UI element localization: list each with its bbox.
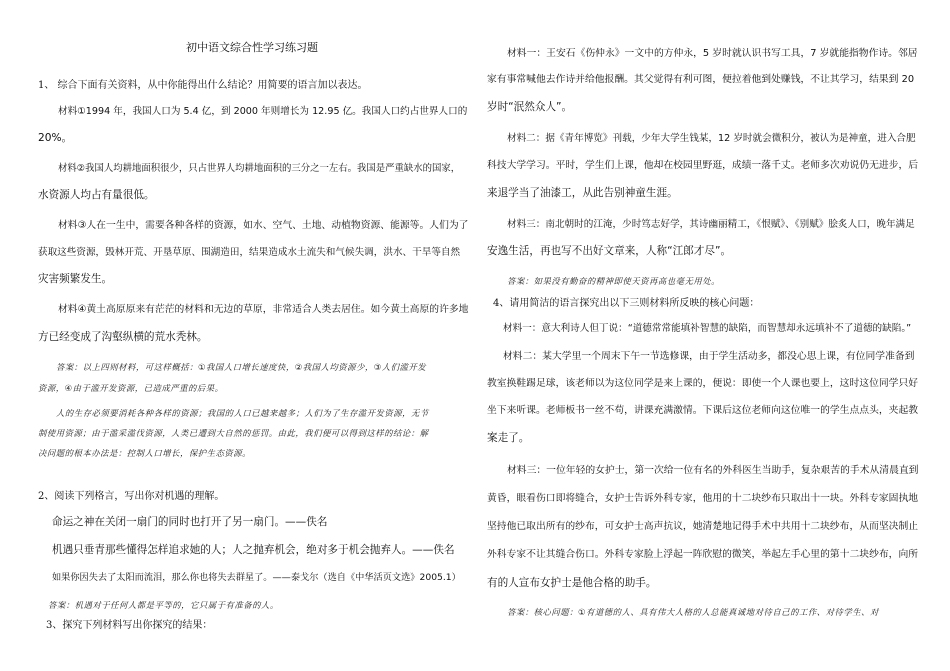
material-line: 20%。 — [38, 132, 73, 144]
material-line: 材料①1994 年，我国人口为 5.4 亿，到 2000 年则增长为 12.95 亿。我国人口约占世界人口的 — [58, 106, 468, 117]
quote-line: 命运之神在关闭一扇门的同时也打开了另一扇门。——佚名 — [52, 516, 328, 528]
material-line: 方已经变成了沟壑纵横的荒水秃林。 — [38, 331, 208, 343]
answer-line: 答案：如果没有勤奋的精神即使天资再高也毫无用处。 — [507, 276, 720, 286]
answer-line: 制使用资源；由于滥采滥伐资源，人类已遭到大自然的惩罚。由此，我们便可以得到这样的结论：解 — [38, 428, 429, 438]
material-line: 材料二：某大学里一个周末下午一节选修课，由于学生活动多，都没心思上课，有位同学准备到 — [503, 351, 915, 362]
material-line: 材料二：据《青年博览》刊载，少年大学生钱某，12 岁时就会微积分，被认为是神童，进入合肥 — [507, 133, 916, 144]
quote-line: 如果你因失去了太阳而流泪，那么你也将失去群星了。——泰戈尔（选自《中华活页文选》2005.1） — [52, 572, 461, 583]
material-line: 材料三：一位年轻的女护士，第一次给一位有名的外科医生当助手，复杂艰苦的手术从清晨直到 — [507, 465, 919, 476]
answer-line: 答案：核心问题：①有道德的人、具有伟大人格的人总能真诚地对待自己的工作、对待学生、对 — [507, 607, 879, 617]
material-line: 材料一：意大利诗人但丁说：“道德常常能填补智慧的缺陷，而智慧却永远填补不了道德的缺陷。” — [503, 323, 912, 334]
quote-line: 机遇只垂青那些懂得怎样追求她的人；人之抛弃机会，绝对多于机会抛弃人。——佚名 — [52, 544, 455, 556]
material-line: 获取这些资源，毁林开荒、开垦草原、围湖造田，结果造成水土流失和气候失调，洪水、干旱等自然 — [38, 247, 461, 258]
material-line: 坚持他已取出所有的纱布，可女护士高声抗议，她清楚地记得手术中共用十二块纱布，从而坚决制止 — [487, 521, 919, 532]
answer-line: 人的生存必须要消耗各种各样的资源；我国的人口已越来越多；人们为了生存滥开发资源，无节 — [56, 408, 429, 418]
document-title: 初中语文综合性学习练习题 — [186, 41, 318, 54]
material-line: 材料②我国人均耕地面积很少，只占世界人均耕地面积的三分之一左右。我国是严重缺水的国家， — [58, 163, 461, 174]
material-line: 材料一：王安石《伤仲永》一文中的方仲永，5 岁时就认识书写工具，7 岁就能指物作诗。邻居 — [507, 48, 918, 59]
material-line: 坐下来听课。老师板书一丝不苟，讲课充满激情。下课后这位老师向这位唯一的学生点点头，夹起教 — [487, 405, 919, 416]
answer-line: 答案：机遇对于任何人都是平等的，它只属于有准备的人。 — [48, 600, 279, 610]
material-line: 案走了。 — [487, 432, 530, 444]
material-line: 材料③人在一生中，需要各种各样的资源，如水、空气、土地、动植物资源、能源等。人们为了 — [58, 220, 469, 231]
material-line: 岁时“泯然众人”。 — [487, 101, 573, 113]
material-line: 外科专家不让其缝合伤口。外科专家脸上浮起一阵欣慰的微笑，举起左手心里的第十二块纱布，向所 — [487, 549, 919, 560]
material-line: 黄昏，眼看伤口即将缝合，女护士告诉外科专家，他用的十二块纱布只取出十一块。外科专家固执地 — [487, 493, 919, 504]
answer-line: 决问题的根本办法是：控制人口增长，保护生态资源。 — [38, 448, 251, 458]
material-line: 水资源人均占有量很低。 — [38, 189, 155, 201]
material-line: 教室换鞋踢足球，该老师以为这位同学是来上课的，便说：即使一个人课也要上，这时这位同学只好 — [487, 378, 919, 389]
answer-line: 资源，④由于滥开发资源，已造成严重的后果。 — [38, 383, 224, 393]
material-line: 灾害频繁发生。 — [38, 273, 113, 285]
question-2: 2、阅读下列格言，写出你对机遇的理解。 — [38, 491, 225, 502]
answer-line: 答案：以上四则材料，可这样概括：①我国人口增长速度快，②我国人均资源少，③人们滥开发 — [56, 362, 427, 372]
material-line: 家有事常喊他去作诗并给他报酬。其父觉得有利可图，便拉着他到处赚钱，不让其学习，结果到 20 — [487, 74, 915, 85]
material-line: 来退学当了油漆工，从此告别神童生涯。 — [487, 187, 678, 199]
question-3: 3、探究下列材料写出你探究的结果： — [46, 620, 213, 631]
material-line: 材料三：南北朝时的江淹，少时笃志好学，其诗幽丽精工，《恨赋》、《别赋》脍炙人口，晚年满足 — [507, 219, 915, 230]
question-4: 4、请用简洁的语言探究出以下三则材料所反映的核心问题： — [493, 298, 760, 309]
material-line: 材料④黄土高原原来有茫茫的材料和无边的草原，非常适合人类去居住。如今黄土高原的许多地 — [58, 304, 469, 315]
material-line: 科技大学学习。平时，学生们上课，他却在校园里野逛，成绩一落千丈。老师多次劝说仍无进步，后 — [487, 160, 919, 171]
material-line: 安逸生活，再也写不出好文章来，人称“江郎才尽”。 — [487, 245, 732, 257]
material-line: 有的人宣布女护士是他合格的助手。 — [487, 577, 657, 589]
question-1: 1、 综合下面有关资料，从中你能得出什么结论？用简要的语言加以表达。 — [38, 80, 368, 91]
